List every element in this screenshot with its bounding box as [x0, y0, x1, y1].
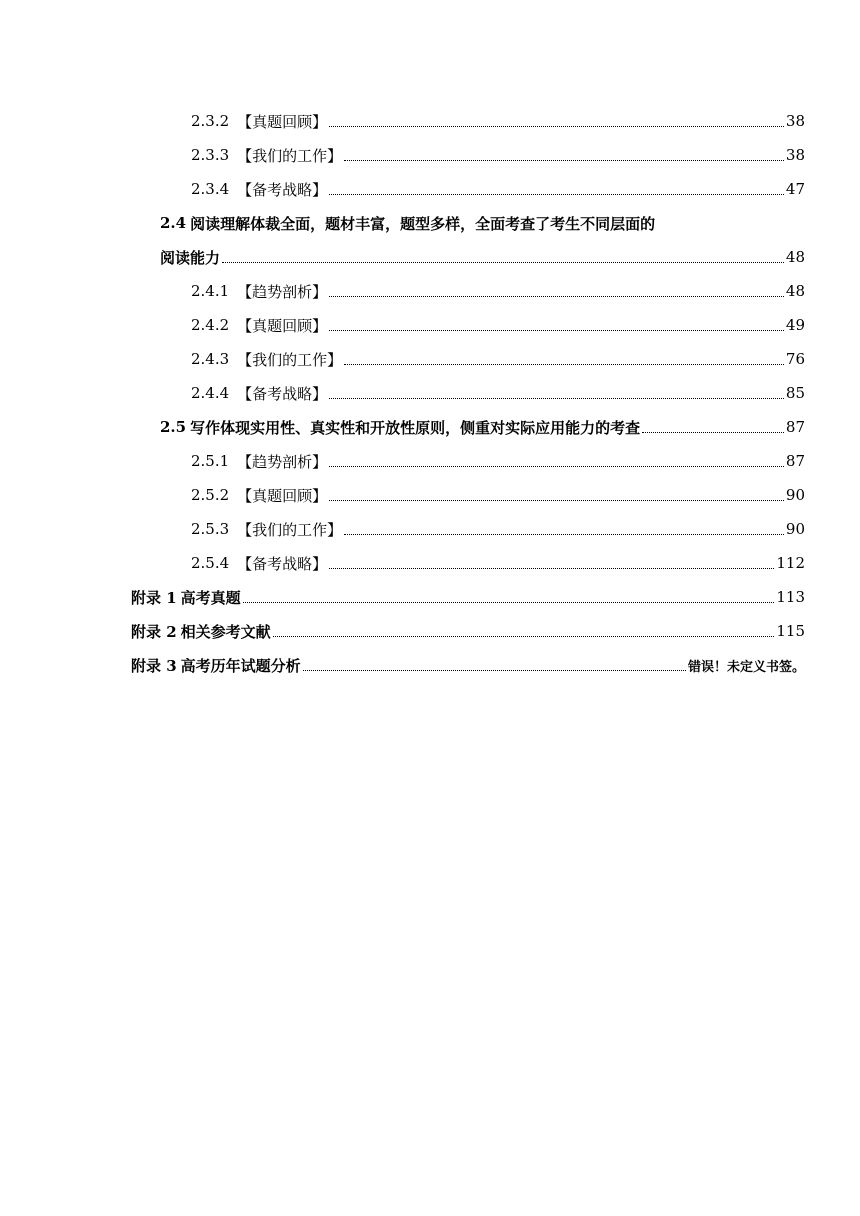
- dot-leader: [329, 397, 784, 399]
- toc-entry-2-4-1[interactable]: [0, 274, 860, 308]
- table-of-contents: [0, 104, 860, 682]
- toc-number: 2.5.4: [191, 554, 230, 572]
- toc-number: 2.4: [160, 214, 187, 232]
- dot-leader: [329, 193, 784, 195]
- dot-leader: [344, 533, 784, 535]
- dot-leader: [329, 329, 784, 331]
- toc-number: 附录 3: [131, 656, 177, 675]
- toc-page-number: 87: [785, 418, 805, 436]
- toc-number: 2.5: [160, 418, 187, 436]
- toc-entry-2-5-1[interactable]: [0, 444, 860, 478]
- toc-number: 2.4.1: [191, 282, 230, 300]
- toc-number: 2.4.2: [191, 316, 230, 334]
- toc-title: 【我们的工作】: [237, 520, 343, 539]
- toc-page-number: 76: [785, 350, 805, 368]
- toc-entry-2-5[interactable]: [0, 410, 860, 444]
- toc-page-number: 113: [776, 588, 805, 606]
- toc-number: 2.4.3: [191, 350, 230, 368]
- dot-leader: [273, 635, 775, 637]
- toc-number: 附录 1: [131, 588, 177, 607]
- toc-title: 阅读能力: [160, 248, 221, 267]
- toc-title: 【我们的工作】: [237, 146, 343, 165]
- toc-number: 2.5.3: [191, 520, 230, 538]
- toc-title: 【我们的工作】: [237, 350, 343, 369]
- toc-page-number: 48: [785, 282, 805, 300]
- dot-leader: [329, 567, 774, 569]
- toc-title: 【趋势剖析】: [237, 452, 328, 471]
- toc-entry-2-4-2[interactable]: [0, 308, 860, 342]
- toc-page-number: 90: [785, 520, 805, 538]
- toc-page-number: 38: [785, 112, 805, 130]
- dot-leader: [344, 363, 784, 365]
- toc-entry-2-3-2[interactable]: [0, 104, 860, 138]
- toc-number: 2.5.1: [191, 452, 230, 470]
- dot-leader: [642, 431, 784, 433]
- toc-page-number: 49: [785, 316, 805, 334]
- toc-number: 2.3.3: [191, 146, 230, 164]
- dot-leader: [329, 125, 784, 127]
- toc-page-number: 48: [785, 248, 805, 266]
- toc-title: 【备考战略】: [237, 180, 328, 199]
- toc-title: 【真题回顾】: [237, 316, 328, 335]
- toc-entry-2-3-3[interactable]: [0, 138, 860, 172]
- toc-title: 【备考战略】: [237, 384, 328, 403]
- toc-title: 写作体现实用性、真实性和开放性原则，侧重对实际应用能力的考查: [190, 418, 641, 437]
- toc-title: 【备考战略】: [237, 554, 328, 573]
- toc-title: 【趋势剖析】: [237, 282, 328, 301]
- dot-leader: [303, 669, 686, 671]
- toc-page-number: 90: [785, 486, 805, 504]
- dot-leader: [243, 601, 775, 603]
- toc-title: 【真题回顾】: [237, 112, 328, 131]
- toc-entry-2-5-3[interactable]: [0, 512, 860, 546]
- toc-entry-2-4-3[interactable]: [0, 342, 860, 376]
- toc-page-number: 112: [776, 554, 805, 572]
- toc-number: 2.3.4: [191, 180, 230, 198]
- toc-number: 2.5.2: [191, 486, 230, 504]
- toc-error-text: 错误！未定义书签。: [687, 659, 805, 675]
- dot-leader: [344, 159, 784, 161]
- toc-entry-2-5-4[interactable]: [0, 546, 860, 580]
- toc-page-number: 87: [785, 452, 805, 470]
- dot-leader: [329, 465, 784, 467]
- toc-entry-2-3-4[interactable]: [0, 172, 860, 206]
- dot-leader: [329, 295, 784, 297]
- dot-leader: [329, 499, 784, 501]
- toc-page-number: 85: [785, 384, 805, 402]
- toc-page-number: 115: [776, 622, 805, 640]
- toc-title: 阅读理解体裁全面，题材丰富，题型多样，全面考查了考生不同层面的: [190, 214, 656, 233]
- toc-number: 附录 2: [131, 622, 177, 641]
- toc-page-number: 47: [785, 180, 805, 198]
- toc-number: 2.4.4: [191, 384, 230, 402]
- toc-entry-appendix-3[interactable]: [0, 648, 860, 682]
- toc-entry-appendix-2[interactable]: [0, 614, 860, 648]
- toc-title: 高考历年试题分析: [180, 656, 301, 675]
- toc-entry-2-4-line2[interactable]: [0, 240, 860, 274]
- toc-entry-2-4-4[interactable]: [0, 376, 860, 410]
- toc-title: 高考真题: [180, 588, 241, 607]
- toc-page-number: 38: [785, 146, 805, 164]
- toc-title: 相关参考文献: [180, 622, 271, 641]
- toc-entry-2-5-2[interactable]: [0, 478, 860, 512]
- toc-number: 2.3.2: [191, 112, 230, 130]
- toc-entry-2-4-line1[interactable]: [0, 206, 860, 240]
- dot-leader: [222, 261, 784, 263]
- toc-title: 【真题回顾】: [237, 486, 328, 505]
- toc-entry-appendix-1[interactable]: [0, 580, 860, 614]
